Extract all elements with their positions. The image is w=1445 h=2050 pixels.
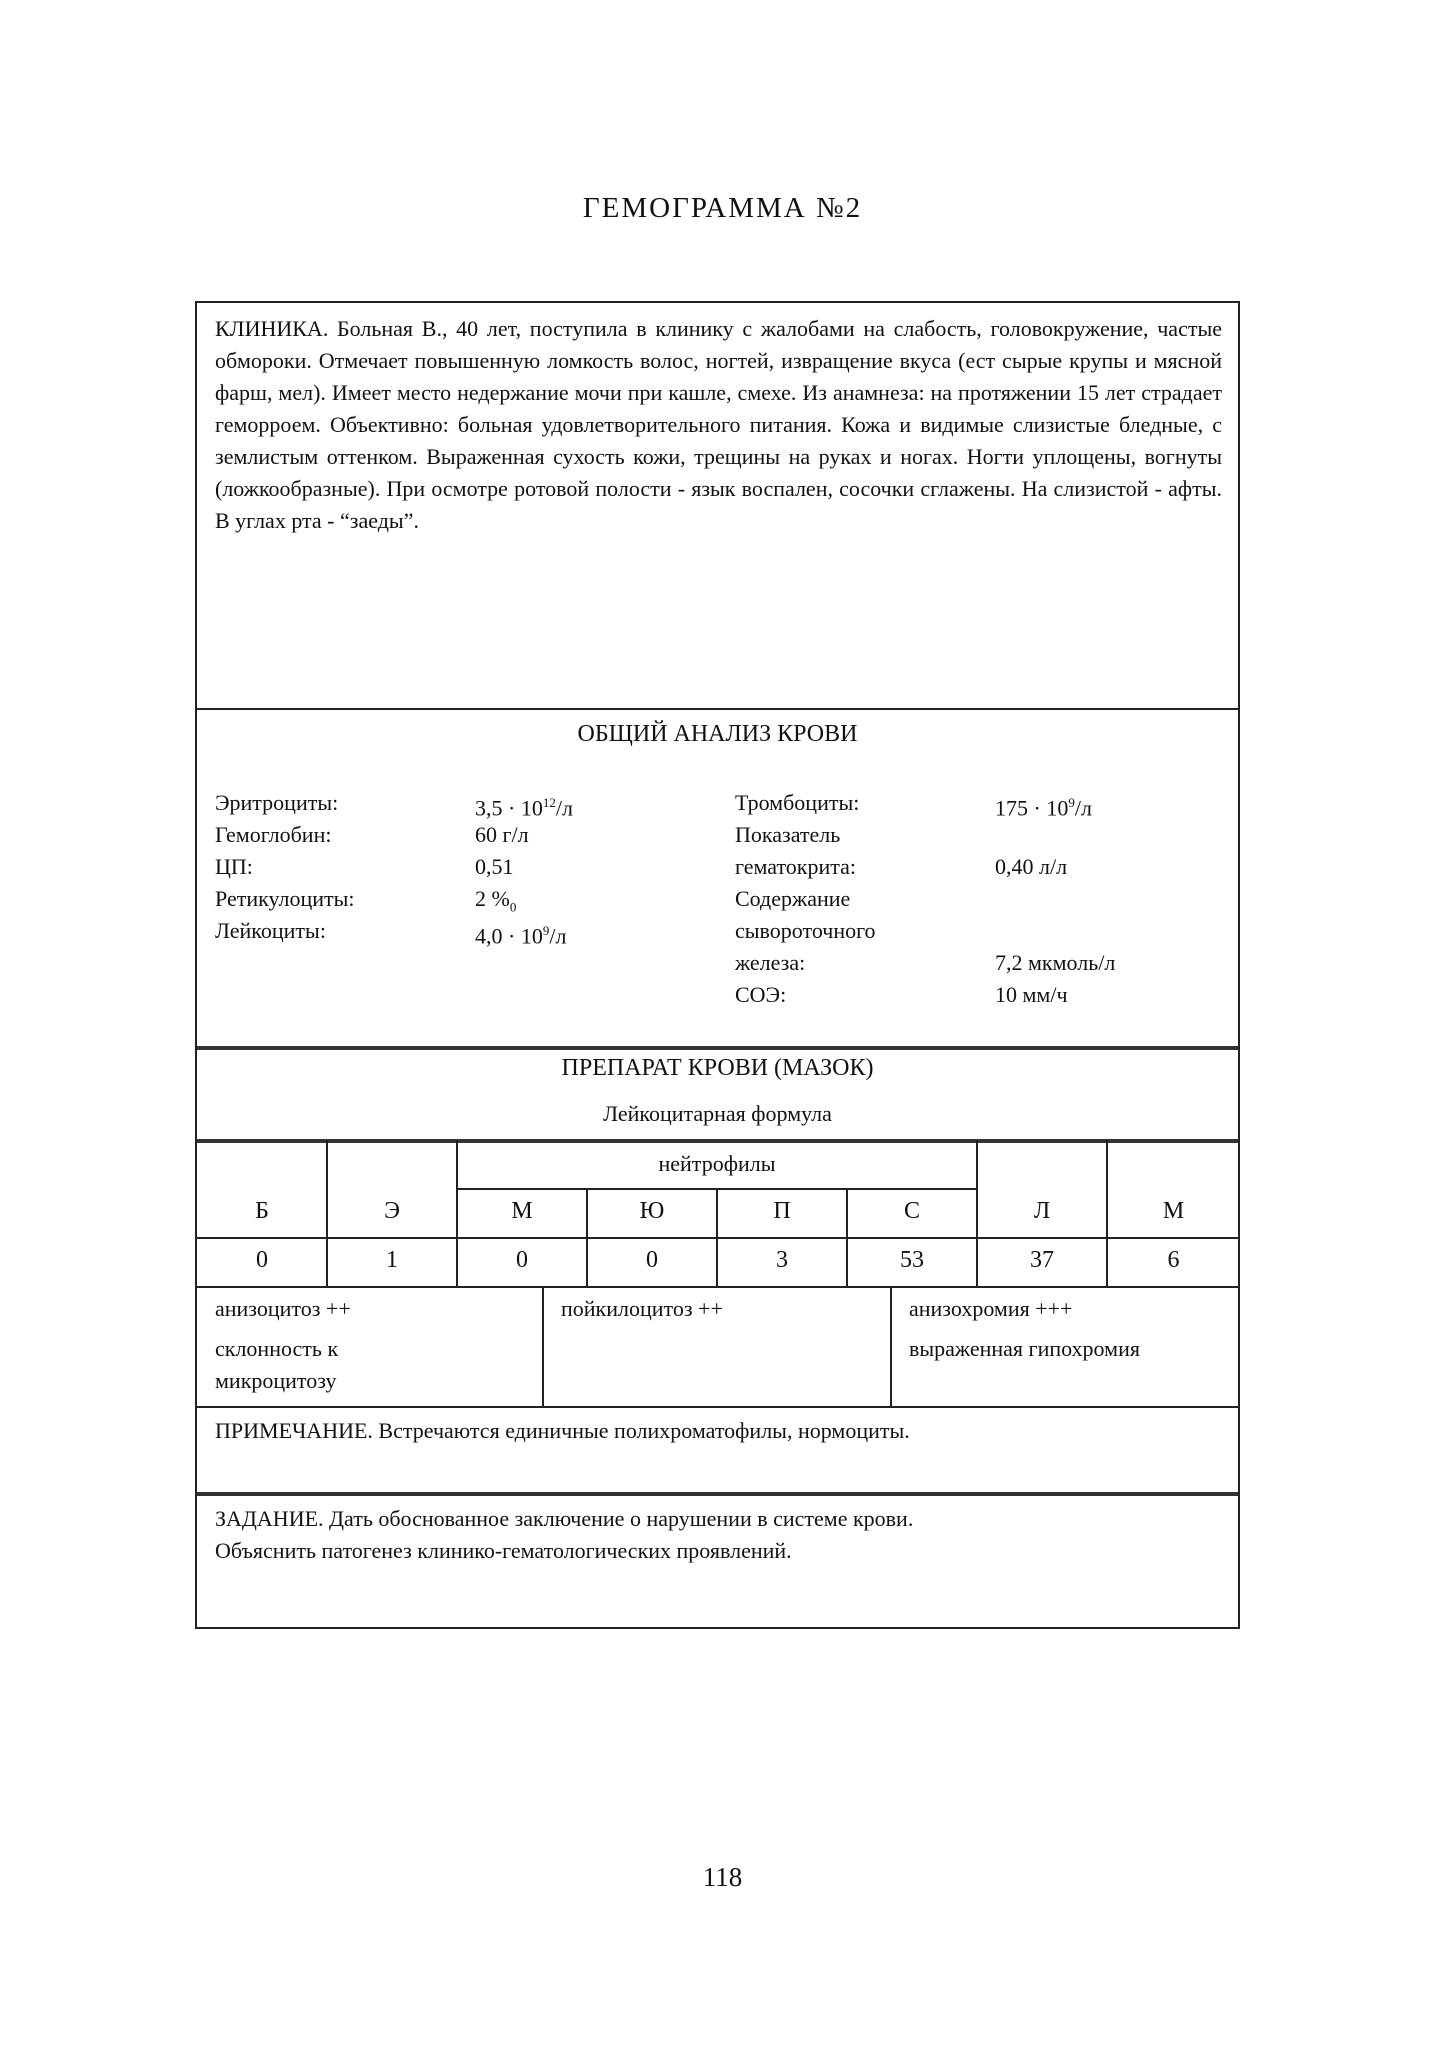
divider xyxy=(1106,1140,1108,1286)
value-esr: 10 мм/ч xyxy=(995,982,1068,1007)
header-band: П xyxy=(773,1198,791,1224)
label-hematocrit-2: гематокрита: xyxy=(735,854,857,879)
value-color-index: 0,51 xyxy=(475,854,514,879)
divider xyxy=(197,1286,1238,1288)
label-hematocrit-1: Показатель xyxy=(735,822,841,847)
label-serum-iron-2: сывороточного xyxy=(735,918,876,943)
divider xyxy=(326,1140,328,1286)
header-myelocytes: М xyxy=(511,1198,533,1224)
value-segmented: 53 xyxy=(900,1247,924,1273)
page-number: 118 xyxy=(702,1862,743,1892)
header-eosinophils: Э xyxy=(384,1198,400,1224)
divider xyxy=(586,1188,588,1286)
page-title: ГЕМОГРАММА №2 xyxy=(582,192,863,224)
value-erythrocytes: $3,5 \cdot 10^{12}/л$ xyxy=(475,795,573,821)
microcytosis-label-1: склонность к xyxy=(215,1336,339,1361)
anisochromia-label: анизохромия +++ xyxy=(909,1296,1073,1321)
value-band: 3 xyxy=(776,1247,788,1273)
header-metamyelocytes: Ю xyxy=(639,1198,665,1224)
header-segmented: С xyxy=(903,1198,920,1224)
divider xyxy=(197,708,1238,710)
value-platelets: $175 \cdot 10^9/л$ xyxy=(995,795,1092,821)
label-platelets: Тромбоциты: xyxy=(735,790,860,815)
divider xyxy=(197,1046,1238,1050)
label-erythrocytes: Эритроциты: xyxy=(215,790,339,815)
divider xyxy=(542,1286,544,1406)
value-hemoglobin: 60 г/л xyxy=(475,822,529,847)
label-hemoglobin: Гемоглобин: xyxy=(215,822,332,847)
label-serum-iron-3: железа: xyxy=(735,950,806,975)
divider xyxy=(197,1492,1238,1496)
smear-title: ПРЕПАРАТ КРОВИ (МАЗОК) xyxy=(561,1055,874,1081)
hemogram-form xyxy=(195,301,1240,1629)
value-lymphocytes: 37 xyxy=(1030,1247,1054,1273)
value-eosinophils: 1 xyxy=(386,1247,398,1273)
value-serum-iron: 7,2 мкмоль/л xyxy=(995,950,1116,975)
divider xyxy=(846,1188,848,1286)
header-basophils: Б xyxy=(255,1198,269,1224)
anisocytosis-label: анизоцитоз ++ xyxy=(215,1296,351,1321)
label-reticulocytes: Ретикулоциты: xyxy=(215,886,355,911)
value-hematocrit: 0,40 л/л xyxy=(995,854,1068,879)
divider xyxy=(890,1286,892,1406)
value-leukocytes: $4,0 \cdot 10^9/л$ xyxy=(475,923,567,949)
value-monocytes: 6 xyxy=(1167,1247,1180,1273)
label-esr: СОЭ: xyxy=(735,982,787,1007)
divider xyxy=(456,1140,458,1286)
value-reticulocytes: 2 $\%_0$ xyxy=(475,886,517,915)
value-myelocytes: 0 xyxy=(516,1247,528,1273)
label-leukocytes: Лейкоциты: xyxy=(215,918,326,943)
header-lymphocytes: Л xyxy=(1033,1198,1051,1224)
leukocyte-formula-title: Лейкоцитарная формула xyxy=(603,1101,832,1126)
label-color-index: ЦП: xyxy=(215,854,253,879)
note-text: ПРИМЕЧАНИЕ. Встречаются единичные полихроматофилы, нормоциты. xyxy=(215,1418,910,1443)
neutrophils-header: нейтрофилы xyxy=(658,1151,776,1176)
task-text-2: Объяснить патогенез клинико-гематологических проявлений. xyxy=(215,1538,792,1563)
task-text-1: ЗАДАНИЕ. Дать обоснованное заключение о нарушении в системе крови. xyxy=(215,1506,914,1531)
divider xyxy=(197,1406,1238,1408)
blood-analysis-title: ОБЩИЙ АНАЛИЗ КРОВИ xyxy=(577,721,858,747)
hypochromia-label: выраженная гипохромия xyxy=(909,1336,1140,1361)
clinic-section: КЛИНИКА. Больная В., 40 лет, поступила в клинику с жалобами на слабость, головокружение, частые обмороки. Отмечает повышенную ломкость волос, ногтей, извращение вкуса (ест сырые крупы и мясной фарш, мел). Имеет место недержание мочи при кашле, смехе. Из анамнеза: на протяжении 15 лет страдает геморроем. Объективно: больная удовлетворительного питания. Кожа и видимые слизистые бледные, с землистым оттенком. Выраженная сухость кожи, трещины на руках и ногах. Ногти уплощены, вогнуты (ложкообразные). При осмотре ротовой полости - язык воспален, сосочки сглажены. На слизистой - афты. В углах рта - “заеды”. xyxy=(215,316,1222,533)
divider xyxy=(976,1140,978,1286)
divider xyxy=(716,1188,718,1286)
value-metamyelocytes: 0 xyxy=(646,1247,658,1273)
microcytosis-label-2: микроцитозу xyxy=(215,1368,337,1393)
poikilocytosis-label: пойкилоцитоз ++ xyxy=(561,1296,723,1321)
label-serum-iron-1: Содержание xyxy=(735,886,851,911)
header-monocytes: М xyxy=(1162,1198,1185,1224)
value-basophils: 0 xyxy=(256,1247,268,1273)
divider xyxy=(197,1139,1238,1143)
